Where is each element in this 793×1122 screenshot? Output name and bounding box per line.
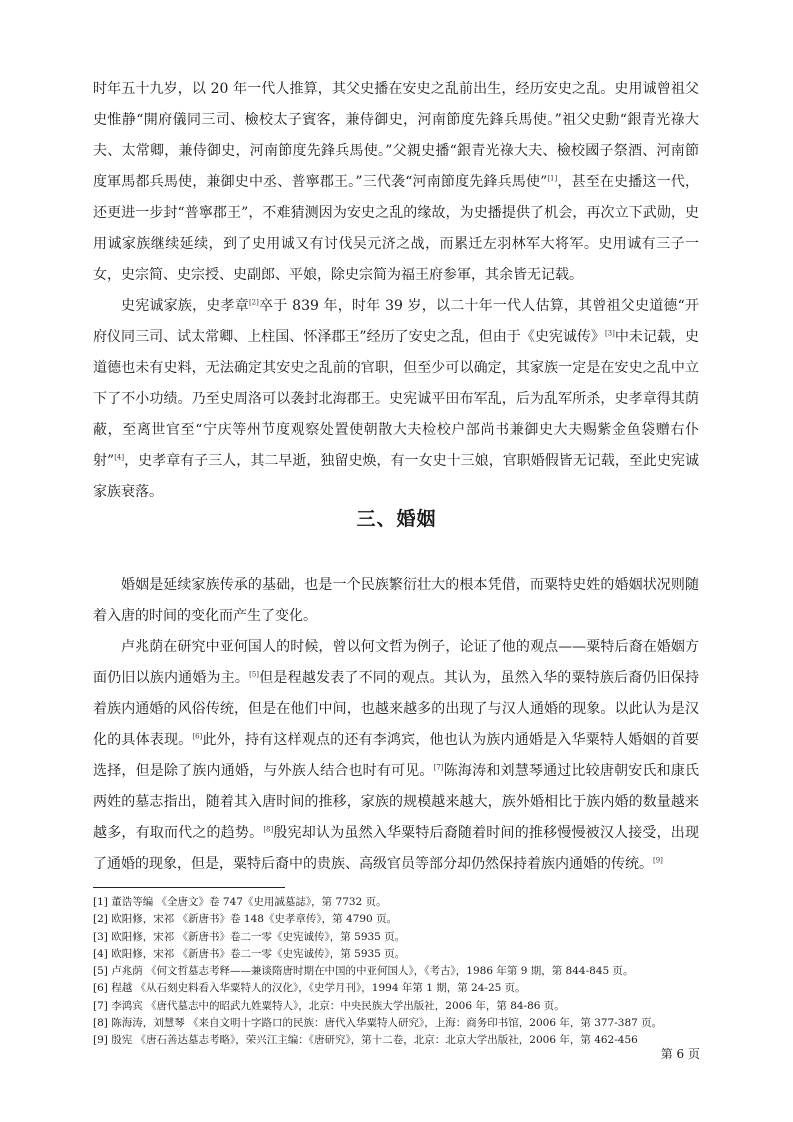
footnote-ref-1[interactable]: [1]: [547, 174, 558, 183]
footnote-ref-2[interactable]: [2]: [248, 298, 259, 307]
footnote-6: [6] 程越 《从石刻史料看入华粟特人的汉化》，《史学月刊》，1994 年第 1 期，第 24-25 页。: [93, 982, 526, 995]
footnote-ref-5[interactable]: [5]: [249, 670, 260, 679]
footnote-ref-7[interactable]: [7]: [433, 763, 444, 772]
paragraph-shi-xiancheng: 史宪诚家族，史孝章[2]卒于 839 年，时年 39 岁，以二十年一代人估算，其曾祖父史道德“开府仪同三司、试太常卿、上柱国、怀泽郡王”经历了安史之乱，但由于《史宪诚传》[3]中未记载，史道德也未有史料，无法确定其安史之乱前的官职，但至少可以确定，其家族一定是在安史之乱中立下了不小功绩。乃至史周洛可以袭封北海郡王。史宪诚平田布军乱，后为乱军所杀，史孝章得其荫蔽，至离世官至“宁庆等州节度观察处置使朝散大夫检校户部尚书兼御史大夫赐紫金鱼袋赠右仆射”[4]，史孝章有子三人，其二早逝，独留史焕，有一女史十三娘，官职婚假皆无记载，至此史宪诚家族衰落。: [93, 298, 700, 500]
footnote-8: [8] 陈海涛，刘慧琴 《来自文明十字路口的民族：唐代入华粟特人研究》，上海：商务印书馆，2006 年，第 377-387 页。: [93, 1017, 663, 1030]
section-marriage-text: [93, 570, 699, 880]
footnote-ref-3[interactable]: [3]: [604, 329, 615, 338]
footnote-9: [9] 殷宪 《唐石善达墓志考略》，荣兴江主编：《唐研究》，第十二卷，北京：北京大学出版社，2006 年，第 462-456: [93, 1034, 638, 1047]
page-number: 第 6 页: [660, 1047, 700, 1061]
footnote-1: [1] 董诰等编 《全唐文》卷 747《史用誠墓誌》，第 7732 页。: [93, 896, 387, 908]
footnote-4: [4] 欧阳修，宋祁 《新唐书》卷二一零《史宪诚传》，第 5935 页。: [93, 947, 406, 960]
section-heading-marriage: 三、婚姻: [356, 508, 437, 530]
footnote-7: [7] 李鸿宾 《唐代墓志中的昭武九姓粟特人》，北京：中央民族大学出版社，2006 年，第 84-86 页。: [93, 999, 565, 1012]
footnote-ref-9[interactable]: [9]: [653, 856, 663, 865]
footnotes: [93, 894, 733, 1050]
footnote-divider: [93, 887, 285, 888]
section-family-text: [93, 74, 699, 508]
paragraph-shi-yongcheng: 时年五十九岁，以 20 年一代人推算，其父史播在安史之乱前出生，经历安史之乱。史用诚曾祖父史惟静“開府儀同三司、檢校太子賓客，兼侍御史，河南節度先鋒兵馬使。”祖父史勳“銀青光祿大夫、太常卿，兼侍御史，河南節度先鋒兵馬使。”父親史播“銀青光祿大夫、檢校國子祭酒、河南節度軍馬都兵馬使，兼御史中丞、普寧郡王。”三代袭“河南節度先鋒兵馬使”[1]，甚至在史播这一代，还更进一步封“普寧郡王”，不难猜测因为安史之乱的缘故，为史播提供了机会，再次立下武勋，史用诚家族继续延续，到了史用诚又有讨伐吴元济之战，而累迁左羽林军大将军。史用诚有三子一女，史宗简、史宗授、史副郎、平娘，除史宗简为福王府参軍，其余皆无记载。: [93, 81, 700, 283]
footnote-3: [3] 欧阳修，宋祁 《新唐书》卷二一零《史宪诚传》，第 5935 页。: [93, 930, 406, 943]
footnote-ref-4[interactable]: [4]: [114, 453, 125, 462]
footnote-5: [5] 卢兆荫 《何文哲墓志考释——兼谈隋唐时期在中国的中亚何国人》，《考古》，1986 年第 9 期，第 844-845 页。: [93, 965, 634, 978]
footnote-ref-8[interactable]: [8]: [263, 825, 274, 834]
paragraph-marriage-scholarship: 卢兆荫在研究中亚何国人的时候，曾以何文哲为例子，论证了他的观点——粟特后裔在婚姻方面仍旧以族内通婚为主。[5]但是程越发表了不同的观点。其认为，虽然入华的粟特族后裔仍旧保持着族内通婚的风俗传统，但是在他们中间，也越来越多的出现了与汉人通婚的现象。以此认为是汉化的具体表现。[6]此外，持有这样观点的还有李鸿宾，他也认为族内通婚是入华粟特人婚姻的首要选择，但是除了族内通婚，与外族人结合也时有可见。[7]陈海涛和刘慧琴通过比较唐朝安氏和康氏两姓的墓志指出，随着其入唐时间的推移，家族的规模越来越大，族外婚相比于族内婚的数量越来越多，有取而代之的趋势。[8]殷宪却认为虽然入华粟特后裔随着时间的推移慢慢被汉人接受，出现了通婚的现象，但是，粟特后裔中的贵族、高级官员等部分却仍然保持着族内通婚的传统。[9]: [93, 639, 700, 872]
footnote-2: [2] 欧阳修，宋祁 《新唐书》卷 148《史孝章传》，第 4790 页。: [93, 913, 398, 926]
paragraph-marriage-intro: 婚姻是延续家族传承的基础，也是一个民族繁衍壮大的根本凭借，而粟特史姓的婚姻状况则随着入唐的时间的变化而产生了变化。: [93, 577, 699, 624]
footnote-ref-6[interactable]: [6]: [192, 732, 203, 741]
